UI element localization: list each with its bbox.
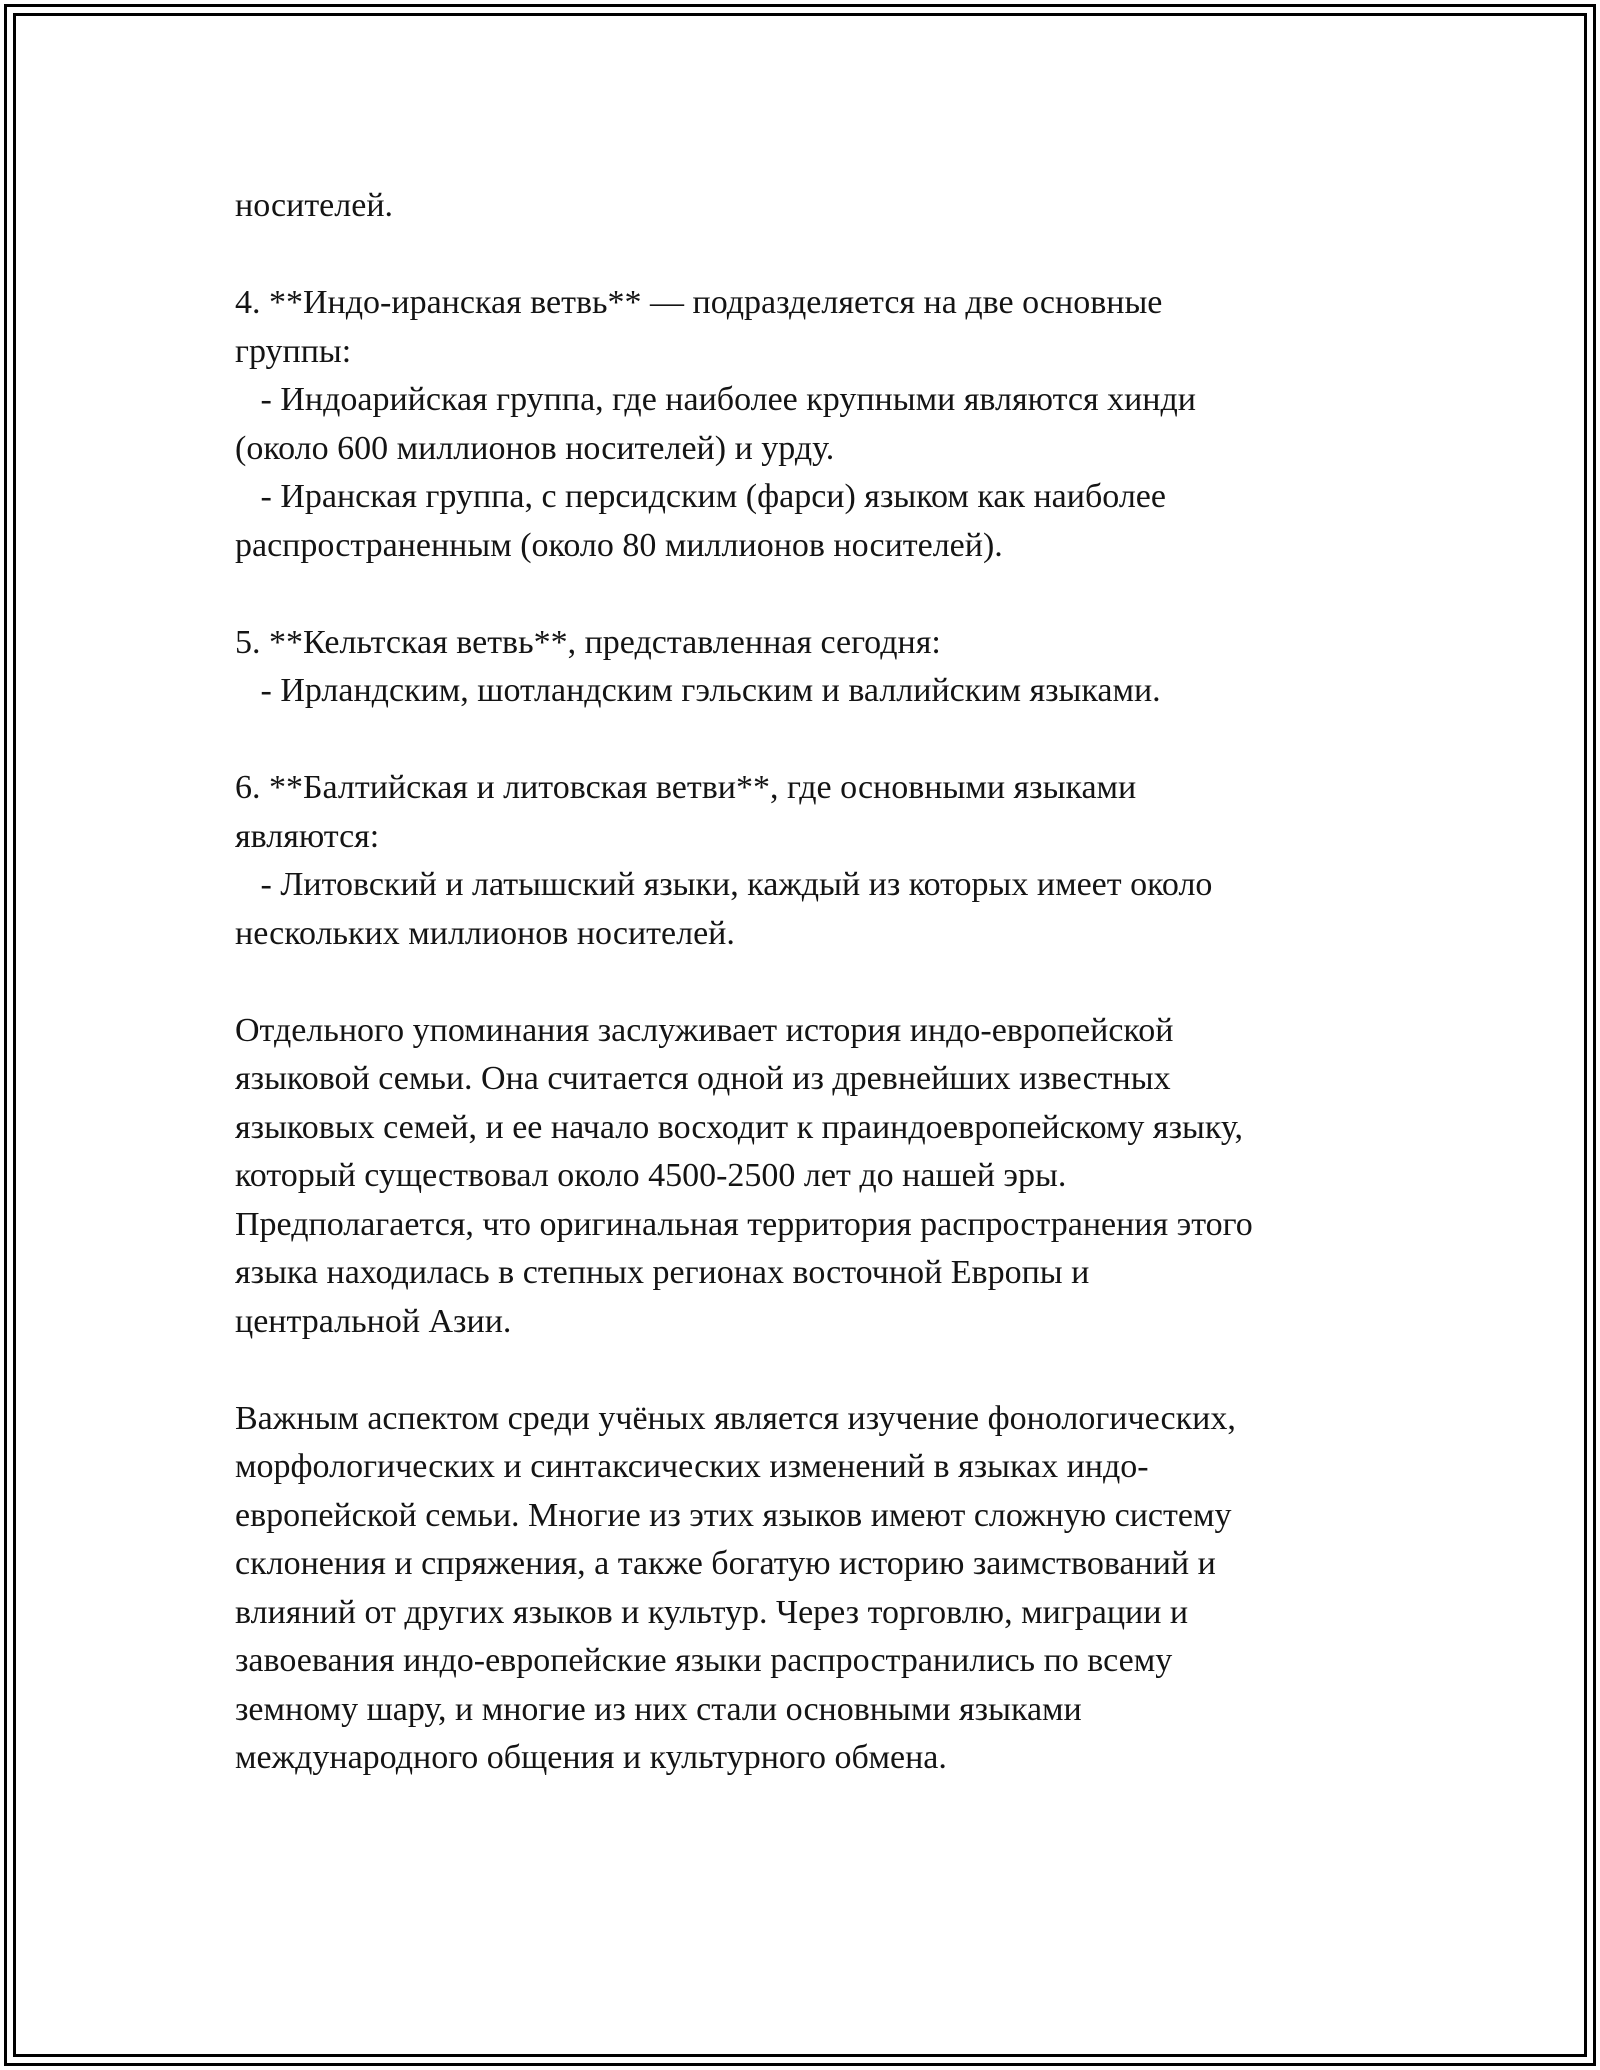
blank-line	[235, 958, 1365, 1007]
blank-line	[235, 1346, 1365, 1395]
text-line: 4. **Индо-иранская ветвь** — подразделяется на две основные	[235, 284, 1163, 321]
text-line: европейской семьи. Многие из этих языков имеют сложную систему	[235, 1496, 1232, 1534]
text-line: носителей.	[235, 187, 394, 224]
text-line: склонения и спряжения, а также богатую историю заимствований и	[235, 1545, 1216, 1582]
text-line: (около 600 миллионов носителей) и урду.	[235, 429, 835, 467]
text-line: 6. **Балтийская и литовская ветви**, где основными языками	[235, 769, 1137, 806]
text-line: языка находилась в степных регионах восточной Европы и	[235, 1254, 1090, 1291]
text-line: 5. **Кельтская ветвь**, представленная сегодня:	[235, 623, 941, 661]
text-line: морфологических и синтаксических изменений в языках индо-	[235, 1448, 1149, 1485]
text-line: нескольких миллионов носителей.	[235, 914, 735, 952]
text-line: - Литовский и латышский языки, каждый из которых имеет около	[235, 866, 1213, 903]
text-line: Предполагается, что оригинальная территория распространения этого	[235, 1205, 1253, 1243]
text-line: Отдельного упоминания заслуживает история индо-европейской	[235, 1011, 1174, 1049]
blank-line	[235, 716, 1365, 765]
text-line: Важным аспектом среди учёных является изучение фонологических,	[235, 1399, 1236, 1437]
text-line: завоевания индо-европейские языки распространились по всему	[235, 1642, 1173, 1679]
text-line: центральной Азии.	[235, 1302, 512, 1340]
blank-line	[235, 231, 1365, 280]
text-line: группы:	[235, 332, 352, 370]
blank-line	[235, 570, 1365, 619]
text-line: влияний от других языков и культур. Через торговлю, миграции и	[235, 1593, 1189, 1631]
text-line: являются:	[235, 817, 380, 855]
text-line: международного общения и культурного обмена.	[235, 1739, 947, 1776]
text-line: - Ирландским, шотландским гэльским и валлийским языками.	[235, 672, 1161, 709]
text-line: - Индоарийская группа, где наиболее крупными являются хинди	[235, 381, 1196, 418]
text-line: языковой семьи. Она считается одной из древнейших известных	[235, 1060, 1171, 1097]
document-body	[235, 182, 1365, 1783]
text-line: который существовал около 4500-2500 лет до нашей эры.	[235, 1157, 1067, 1194]
text-line: языковых семей, и ее начало восходит к праиндоевропейскому языку,	[235, 1108, 1243, 1146]
text-line: земному шару, и многие из них стали основными языками	[235, 1690, 1082, 1728]
text-line: распространенным (около 80 миллионов носителей).	[235, 526, 1003, 564]
text-line: - Иранская группа, с персидским (фарси) языком как наиболее	[235, 478, 1166, 515]
